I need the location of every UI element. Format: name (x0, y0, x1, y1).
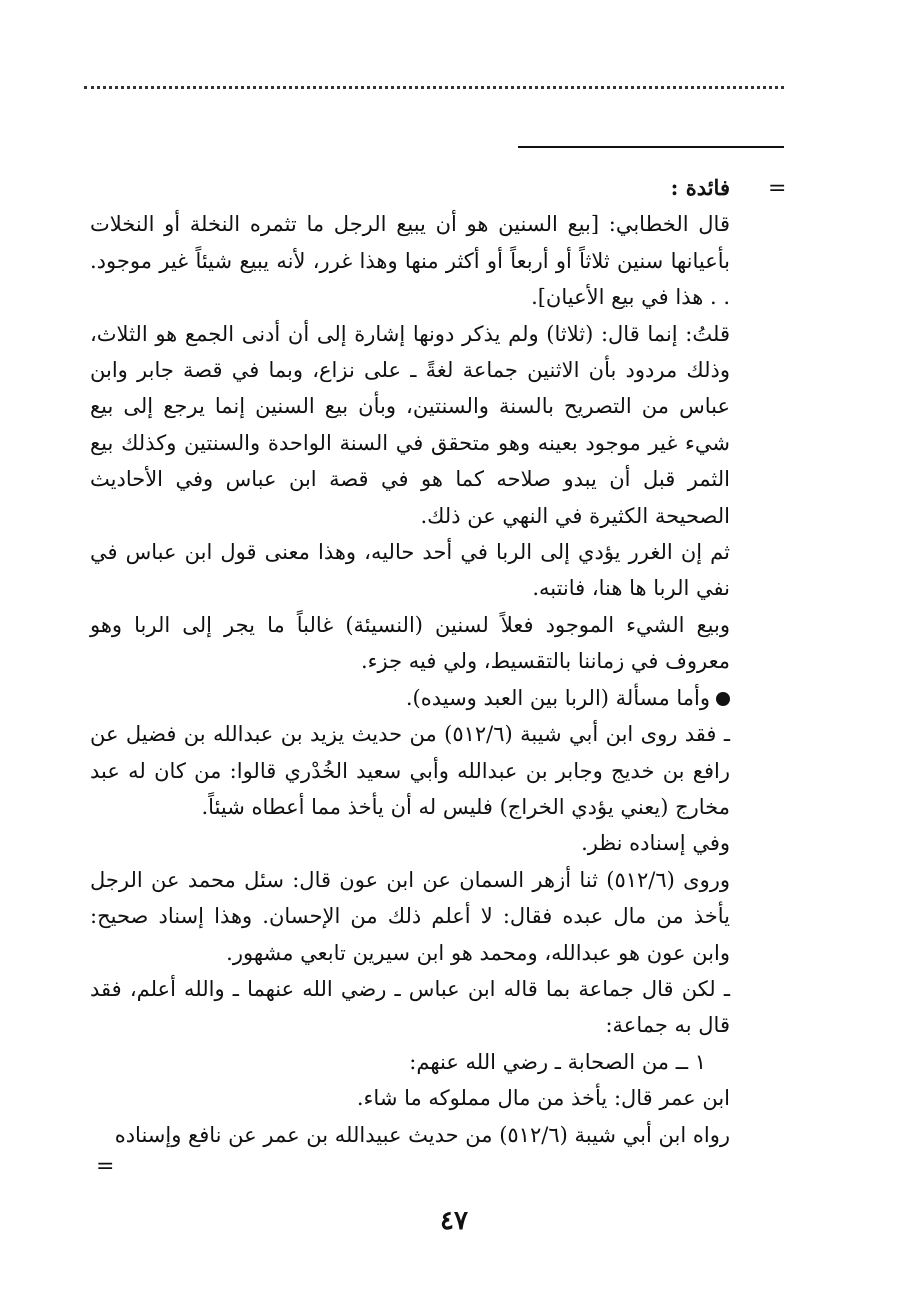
bullet-icon (716, 692, 730, 706)
paragraph-ibn-abi-shaybah: ـ فقد روى ابن أبي شيبة (٥١٢/٦) من حديث يزيد بن عبدالله بن فضيل عن رافع بن خديج وجابر بن عبدالله وأبي سعيد الخُدْري قالوا: من كان له عبد مخارج (يعني يؤدي الخراج) فليس له أن يأخذ مما أعطاه شيئاً. (90, 722, 730, 819)
continuation-marker-bottom: = (96, 1154, 115, 1179)
continuation-marker-top: = (768, 176, 787, 201)
paragraph-isnad-note: وفي إسناده نظر. (581, 831, 730, 856)
paragraph-ibn-umar: ابن عمر قال: يأخذ من مال مملوكه ما شاء. (356, 1086, 730, 1111)
footnote-text (90, 170, 730, 1153)
paragraph-qultu: قلتُ: إنما قال: (ثلاثا) ولم يذكر دونها إشارة إلى أن أدنى الجمع هو الثلاث، وذلك مردود بأن الاثنين جماعة لغةً ـ على نزاع، وبما في قصة جابر وابن عباس من التصريح بالسنة والسنتين، وبأن بيع السنين إنما يرجع إلى بيع شيء غير موجود بعينه وهو متحقق في السنة الواحدة والسنتين وكذلك بيع الثمر قبل أن يبدو صلاحه كما هو في قصة ابن عباس وفي الأحاديث الصحيحة الكثيرة في النهي عن ذلك. (90, 321, 731, 528)
numbered-item: ١ ــ من الصحابة ـ رضي الله عنهم: (409, 1049, 706, 1074)
paragraph-gharar: ثم إن الغرر يؤدي إلى الربا في أحد حاليه، وهذا معنى قول ابن عباس في نفي الربا ها هنا، فانتبه. (90, 540, 730, 601)
dotted-separator (84, 86, 784, 89)
paragraph-rawahu: رواه ابن أبي شيبة (٥١٢/٦) من حديث عبيدالله بن عمر عن نافع وإسناده (114, 1122, 730, 1147)
bullet-item (90, 680, 730, 716)
page-number: ٤٧ (440, 1206, 468, 1236)
paragraph-jamaah: ـ لكن قال جماعة بما قاله ابن عباس ـ رضي الله عنهما ـ والله أعلم، فقد قال به جماعة: (90, 976, 730, 1038)
bullet-text: وأما مسألة (الربا بين العبد وسيده). (405, 685, 710, 710)
footnote-rule (518, 146, 784, 148)
paragraph-taqsit: وبيع الشيء الموجود فعلاً لسنين (النسيئة) غالباً ما يجر إلى الربا وهو معروف في زماننا بالتقسيط، ولي فيه جزء. (90, 612, 730, 674)
paragraph-azhar: وروى (٥١٢/٦) ثنا أزهر السمان عن ابن عون قال: سئل محمد عن الرجل يأخذ من مال عبده فقال: لا أعلم ذلك من الإحسان. وهذا إسناد صحيح: وابن عون هو عبدالله، ومحمد هو ابن سيرين تابعي مشهور. (90, 867, 730, 965)
footnote-heading: فائدة : (670, 175, 730, 200)
paragraph-khattabi: قال الخطابي: [بيع السنين هو أن يبيع الرجل ما تثمره النخلة أو النخلات بأعيانها سنين ثلاثاً أو أربعاً أو أكثر منها وهذا غرر، لأنه يبيع شيئاً غير موجود. . . هذا في بيع الأعيان]. (90, 212, 730, 310)
